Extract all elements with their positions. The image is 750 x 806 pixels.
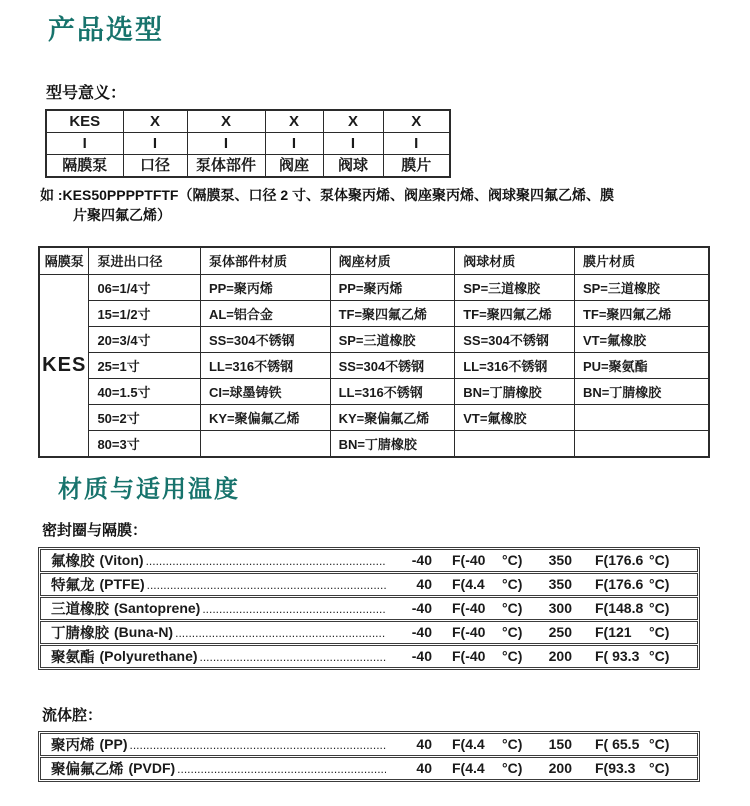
selection-cell: SP=三道橡胶 bbox=[574, 275, 709, 301]
low-temp-unit: °C) bbox=[502, 736, 523, 753]
model-cell: I bbox=[323, 133, 383, 155]
seal-temperature-table bbox=[38, 547, 700, 670]
selection-header-cell: 隔膜泵 bbox=[39, 247, 89, 275]
model-cell: 口径 bbox=[123, 155, 187, 178]
high-temp-f: 200 bbox=[548, 760, 572, 777]
low-temp-f: -40 bbox=[411, 552, 432, 569]
low-temp-unit: °C) bbox=[502, 760, 523, 777]
model-cell: I bbox=[265, 133, 323, 155]
low-temp-c: F(-40 bbox=[452, 624, 486, 641]
high-temp-unit: °C) bbox=[649, 600, 670, 617]
material-name: 丁腈橡胶 bbox=[51, 625, 109, 642]
selection-cell: PP=聚丙烯 bbox=[200, 275, 330, 301]
selection-cell: 06=1/4寸 bbox=[89, 275, 201, 301]
dot-leader bbox=[175, 624, 386, 643]
selection-cell: 50=2寸 bbox=[89, 405, 201, 431]
high-temp-f: 350 bbox=[548, 552, 572, 569]
temperature-row bbox=[40, 757, 698, 780]
selection-cell: LL=316不锈钢 bbox=[200, 353, 330, 379]
high-temp-c: F(93.3 bbox=[595, 760, 636, 777]
model-cell: X bbox=[187, 110, 265, 133]
high-temp-c: F(121 bbox=[595, 624, 632, 641]
high-temp-c: F( 93.3 bbox=[595, 648, 640, 665]
high-temp-c: F(176.6 bbox=[595, 552, 644, 569]
low-temp-c: F(-40 bbox=[452, 648, 486, 665]
selection-cell: KY=聚偏氟乙烯 bbox=[330, 405, 455, 431]
low-temp-f: 40 bbox=[416, 760, 432, 777]
material-name: 特氟龙 bbox=[51, 577, 95, 594]
high-temp-unit: °C) bbox=[649, 648, 670, 665]
dot-leader bbox=[147, 576, 386, 595]
selection-cell: 25=1寸 bbox=[89, 353, 201, 379]
low-temp-f: 40 bbox=[416, 736, 432, 753]
section-title-material-temperature: 材质与适用温度 bbox=[58, 475, 240, 503]
selection-header-row bbox=[39, 247, 709, 275]
selection-cell: AL=铝合金 bbox=[200, 301, 330, 327]
high-temp-unit: °C) bbox=[649, 552, 670, 569]
material-name-en: (Buna-N) bbox=[114, 624, 174, 641]
material-name: 聚氨酯 bbox=[51, 649, 95, 666]
model-bar-row bbox=[46, 133, 450, 155]
high-temp-unit: °C) bbox=[649, 624, 670, 641]
model-cell: X bbox=[383, 110, 450, 133]
high-temp-c: F(148.8 bbox=[595, 600, 644, 617]
low-temp-unit: °C) bbox=[502, 648, 523, 665]
selection-cell: LL=316不锈钢 bbox=[330, 379, 455, 405]
temperature-row bbox=[40, 573, 698, 596]
high-temp-f: 300 bbox=[548, 600, 572, 617]
low-temp-unit: °C) bbox=[502, 576, 523, 593]
model-cell: 阀球 bbox=[323, 155, 383, 178]
model-cell: X bbox=[265, 110, 323, 133]
selection-cell: PP=聚丙烯 bbox=[330, 275, 455, 301]
selection-cell: BN=丁腈橡胶 bbox=[330, 431, 455, 457]
model-cell: I bbox=[187, 133, 265, 155]
high-temp-f: 150 bbox=[548, 736, 572, 753]
material-name-en: (PTFE) bbox=[99, 576, 145, 593]
material-name: 聚偏氟乙烯 bbox=[51, 761, 124, 778]
dot-leader bbox=[130, 736, 387, 755]
selection-cell bbox=[574, 405, 709, 431]
dot-leader bbox=[177, 760, 386, 779]
example-line-2: 片聚四氟乙烯） bbox=[73, 206, 171, 223]
selection-cell: VT=氟橡胶 bbox=[455, 405, 575, 431]
material-name-en: (Polyurethane) bbox=[99, 648, 198, 665]
selection-cell: SP=三道橡胶 bbox=[455, 275, 575, 301]
material-name: 聚丙烯 bbox=[51, 737, 95, 754]
low-temp-c: F(-40 bbox=[452, 600, 486, 617]
selection-row bbox=[39, 431, 709, 457]
model-meaning-label: 型号意义： bbox=[46, 85, 127, 103]
selection-row bbox=[39, 379, 709, 405]
fluid-temperature-table bbox=[38, 731, 700, 782]
high-temp-f: 200 bbox=[548, 648, 572, 665]
high-temp-unit: °C) bbox=[649, 760, 670, 777]
selection-cell: SS=304不锈钢 bbox=[200, 327, 330, 353]
high-temp-unit: °C) bbox=[649, 576, 670, 593]
temperature-row bbox=[40, 549, 698, 572]
selection-cell: TF=聚四氟乙烯 bbox=[455, 301, 575, 327]
dot-leader bbox=[200, 648, 386, 667]
model-cell: 泵体部件 bbox=[187, 155, 265, 178]
model-cell: 膜片 bbox=[383, 155, 450, 178]
model-code-row bbox=[46, 110, 450, 133]
selection-cell: CI=球墨铸铁 bbox=[200, 379, 330, 405]
high-temp-f: 350 bbox=[548, 576, 572, 593]
model-cell: X bbox=[123, 110, 187, 133]
selection-cell bbox=[455, 431, 575, 457]
selection-header-cell: 泵体部件材质 bbox=[200, 247, 330, 275]
example-line-1: 如 :KES50PPPPTFTF（隔膜泵、口径 2 寸、泵体聚丙烯、阀座聚丙烯、阀球聚四氟乙烯、膜 bbox=[40, 187, 615, 204]
model-cell: I bbox=[123, 133, 187, 155]
low-temp-f: 40 bbox=[416, 576, 432, 593]
high-temp-c: F(176.6 bbox=[595, 576, 644, 593]
selection-cell: TF=聚四氟乙烯 bbox=[330, 301, 455, 327]
selection-cell: BN=丁腈橡胶 bbox=[455, 379, 575, 405]
selection-cell: 15=1/2寸 bbox=[89, 301, 201, 327]
selection-cell: VT=氟橡胶 bbox=[574, 327, 709, 353]
selection-table bbox=[38, 246, 710, 458]
selection-header-cell: 阀球材质 bbox=[455, 247, 575, 275]
material-name-en: (Santoprene) bbox=[114, 600, 201, 617]
high-temp-c: F( 65.5 bbox=[595, 736, 640, 753]
low-temp-f: -40 bbox=[411, 600, 432, 617]
model-cell: KES bbox=[46, 110, 123, 133]
dot-leader bbox=[146, 552, 386, 571]
low-temp-f: -40 bbox=[411, 624, 432, 641]
material-name-en: (Viton) bbox=[99, 552, 144, 569]
selection-row bbox=[39, 353, 709, 379]
high-temp-f: 250 bbox=[548, 624, 572, 641]
selection-cell: KY=聚偏氟乙烯 bbox=[200, 405, 330, 431]
page-title: 产品选型 bbox=[48, 15, 164, 45]
pump-model-cell: KES bbox=[39, 275, 89, 457]
selection-cell: TF=聚四氟乙烯 bbox=[574, 301, 709, 327]
model-desc-row bbox=[46, 155, 450, 178]
model-cell: X bbox=[323, 110, 383, 133]
low-temp-unit: °C) bbox=[502, 600, 523, 617]
selection-row bbox=[39, 301, 709, 327]
selection-cell: 80=3寸 bbox=[89, 431, 201, 457]
selection-cell: LL=316不锈钢 bbox=[455, 353, 575, 379]
low-temp-unit: °C) bbox=[502, 624, 523, 641]
model-cell: 阀座 bbox=[265, 155, 323, 178]
selection-row bbox=[39, 275, 709, 301]
high-temp-unit: °C) bbox=[649, 736, 670, 753]
selection-cell: 40=1.5寸 bbox=[89, 379, 201, 405]
material-name: 三道橡胶 bbox=[51, 601, 109, 618]
selection-row bbox=[39, 405, 709, 431]
model-meaning-table bbox=[45, 109, 451, 178]
selection-header-cell: 泵进出口径 bbox=[89, 247, 201, 275]
low-temp-f: -40 bbox=[411, 648, 432, 665]
material-name-en: (PVDF) bbox=[128, 760, 176, 777]
model-cell: 隔膜泵 bbox=[46, 155, 123, 178]
selection-cell: SS=304不锈钢 bbox=[330, 353, 455, 379]
selection-header-cell: 膜片材质 bbox=[574, 247, 709, 275]
model-cell: I bbox=[383, 133, 450, 155]
low-temp-c: F(4.4 bbox=[452, 760, 485, 777]
model-cell: I bbox=[46, 133, 123, 155]
material-name-en: (PP) bbox=[99, 736, 128, 753]
low-temp-c: F(4.4 bbox=[452, 736, 485, 753]
temperature-row bbox=[40, 621, 698, 644]
material-name: 氟橡胶 bbox=[51, 553, 95, 570]
example-text bbox=[40, 186, 710, 225]
selection-cell bbox=[200, 431, 330, 457]
selection-header-cell: 阀座材质 bbox=[330, 247, 455, 275]
selection-row bbox=[39, 327, 709, 353]
temperature-row bbox=[40, 733, 698, 756]
temperature-row bbox=[40, 597, 698, 620]
seal-diaphragm-label: 密封圈与隔膜： bbox=[42, 521, 148, 539]
fluid-chamber-label: 流体腔： bbox=[42, 706, 103, 724]
selection-cell: BN=丁腈橡胶 bbox=[574, 379, 709, 405]
dot-leader bbox=[202, 600, 386, 619]
temperature-row bbox=[40, 645, 698, 668]
low-temp-unit: °C) bbox=[502, 552, 523, 569]
selection-cell: PU=聚氨酯 bbox=[574, 353, 709, 379]
selection-cell: 20=3/4寸 bbox=[89, 327, 201, 353]
low-temp-c: F(4.4 bbox=[452, 576, 485, 593]
selection-cell bbox=[574, 431, 709, 457]
low-temp-c: F(-40 bbox=[452, 552, 486, 569]
selection-cell: SS=304不锈钢 bbox=[455, 327, 575, 353]
selection-cell: SP=三道橡胶 bbox=[330, 327, 455, 353]
